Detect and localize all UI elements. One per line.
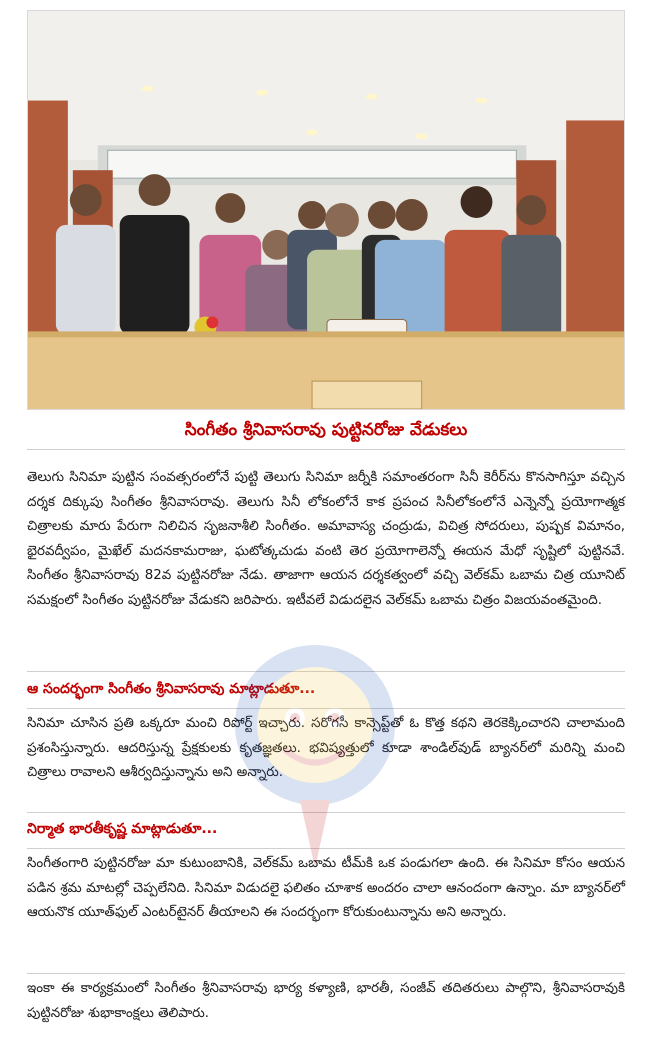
article-paragraph-1: తెలుగు సినిమా పుట్టిన సంవత్సరంలోనే పుట్టి తెలుగు సినిమా జర్నీకి సమాంతరంగా సినీ కెరీర్‌ను కొనసాగిస్తూ వచ్చిన దర్శక దిక్కుపు సింగీతం శ్రీనివాసరావు. తెలుగు సినీ లోకంలోనే కాక ప్రపంచ సినీలోకంలోనే ఎన్నెన్నో ప్రయోగాత్మక చిత్రాలకు మారు పేరుగా నిలిచిన సృజనాశీలి సింగీతం. అమావాస్య చంద్రుడు, విచిత్ర సోదరులు, పుష్పక విమానం, భైరవద్వీపం, మైఖేల్ మదనకామరాజు, ఘటోత్కచుడు వంటి తెర ప్రయోగాలెన్నో ఈయన మేధో సృష్టిలో పుట్టినవే. సింగీతం శ్రీనివాసరావు 82వ పుట్టినరోజు నేడు. తాజాగా ఆయన దర్శకత్వంలో వచ్చి వెల్‌కమ్ ఒబామ చిత్ర యూనిట్ సమక్షంలో సింగీతం పుట్టినరోజు వేడుకని జరిపారు. ఇటీవలే విడుదలైన వెల్‌కమ్ ఒబామ చిత్రం విజయవంతమైంది.	[27, 470, 625, 608]
divider	[27, 973, 625, 974]
event-photo	[27, 10, 625, 410]
event-photo-illustration	[28, 11, 624, 409]
divider	[27, 708, 625, 709]
article-paragraph-2: సినిమా చూసిన ప్రతి ఒక్కరూ మంచి రిపోర్ట్ ఇచ్చారు. సరోగసీ కాన్సెప్ట్‌తో ఓ కొత్త కథని తెరకెక్కించారని చాలామంది ప్రశంసిస్తున్నారు. ఆదరిస్తున్న ప్రేక్షకులకు కృతజ్ఞతలు. భవిష్యత్తులో కూడా శాండిల్‌వుడ్ బ్యానర్‌లో మరిన్ని మంచి చిత్రాలు రావాలని ఆశీర్వదిస్తున్నాను అని అన్నారు.	[27, 716, 625, 781]
article-paragraph-3: సింగీతంగారి పుట్టినరోజు మా కుటుంబానికి, వెల్‌కమ్ ఒబామ టీమ్‌కి ఒక పండుగలా ఉంది. ఈ సినిమా కోసం ఆయన పడిన శ్రమ మాటల్లో చెప్పలేనిది. సినిమా విడుదలై ఫలితం చూశాక అందరం చాలా ఆనందంగా ఉన్నాం. మా బ్యానర్‌లో ఆయనొక యూత్‌ఫుల్ ఎంటర్‌టైనర్ తీయాలని ఈ సందర్భంగా కోరుకుంటున్నాను అని అన్నారు.	[27, 856, 625, 921]
article-paragraph-4: ఇంకా ఈ కార్యక్రమంలో సింగీతం శ్రీనివాసరావు భార్య కళ్యాణి, భారతీ, సంజీవ్ తదితరులు పాల్గొని, శ్రీనివాసరావుకి పుట్టినరోజు శుభాకాంక్షలు తెలిపారు.	[27, 981, 625, 1021]
article-headline: సింగీతం శ్రీనివాసరావు పుట్టినరోజు వేడుకలు	[184, 420, 468, 440]
divider	[27, 848, 625, 849]
article-subheading-1: ఆ సందర్భంగా సింగీతం శ్రీనివాసరావు మాట్లాడుతూ...	[27, 681, 316, 697]
divider	[27, 671, 625, 672]
article-subheading-2: నిర్మాత భారతీకృష్ణ మాట్లాడుతూ...	[27, 821, 218, 837]
divider	[27, 812, 625, 813]
divider	[27, 449, 625, 450]
